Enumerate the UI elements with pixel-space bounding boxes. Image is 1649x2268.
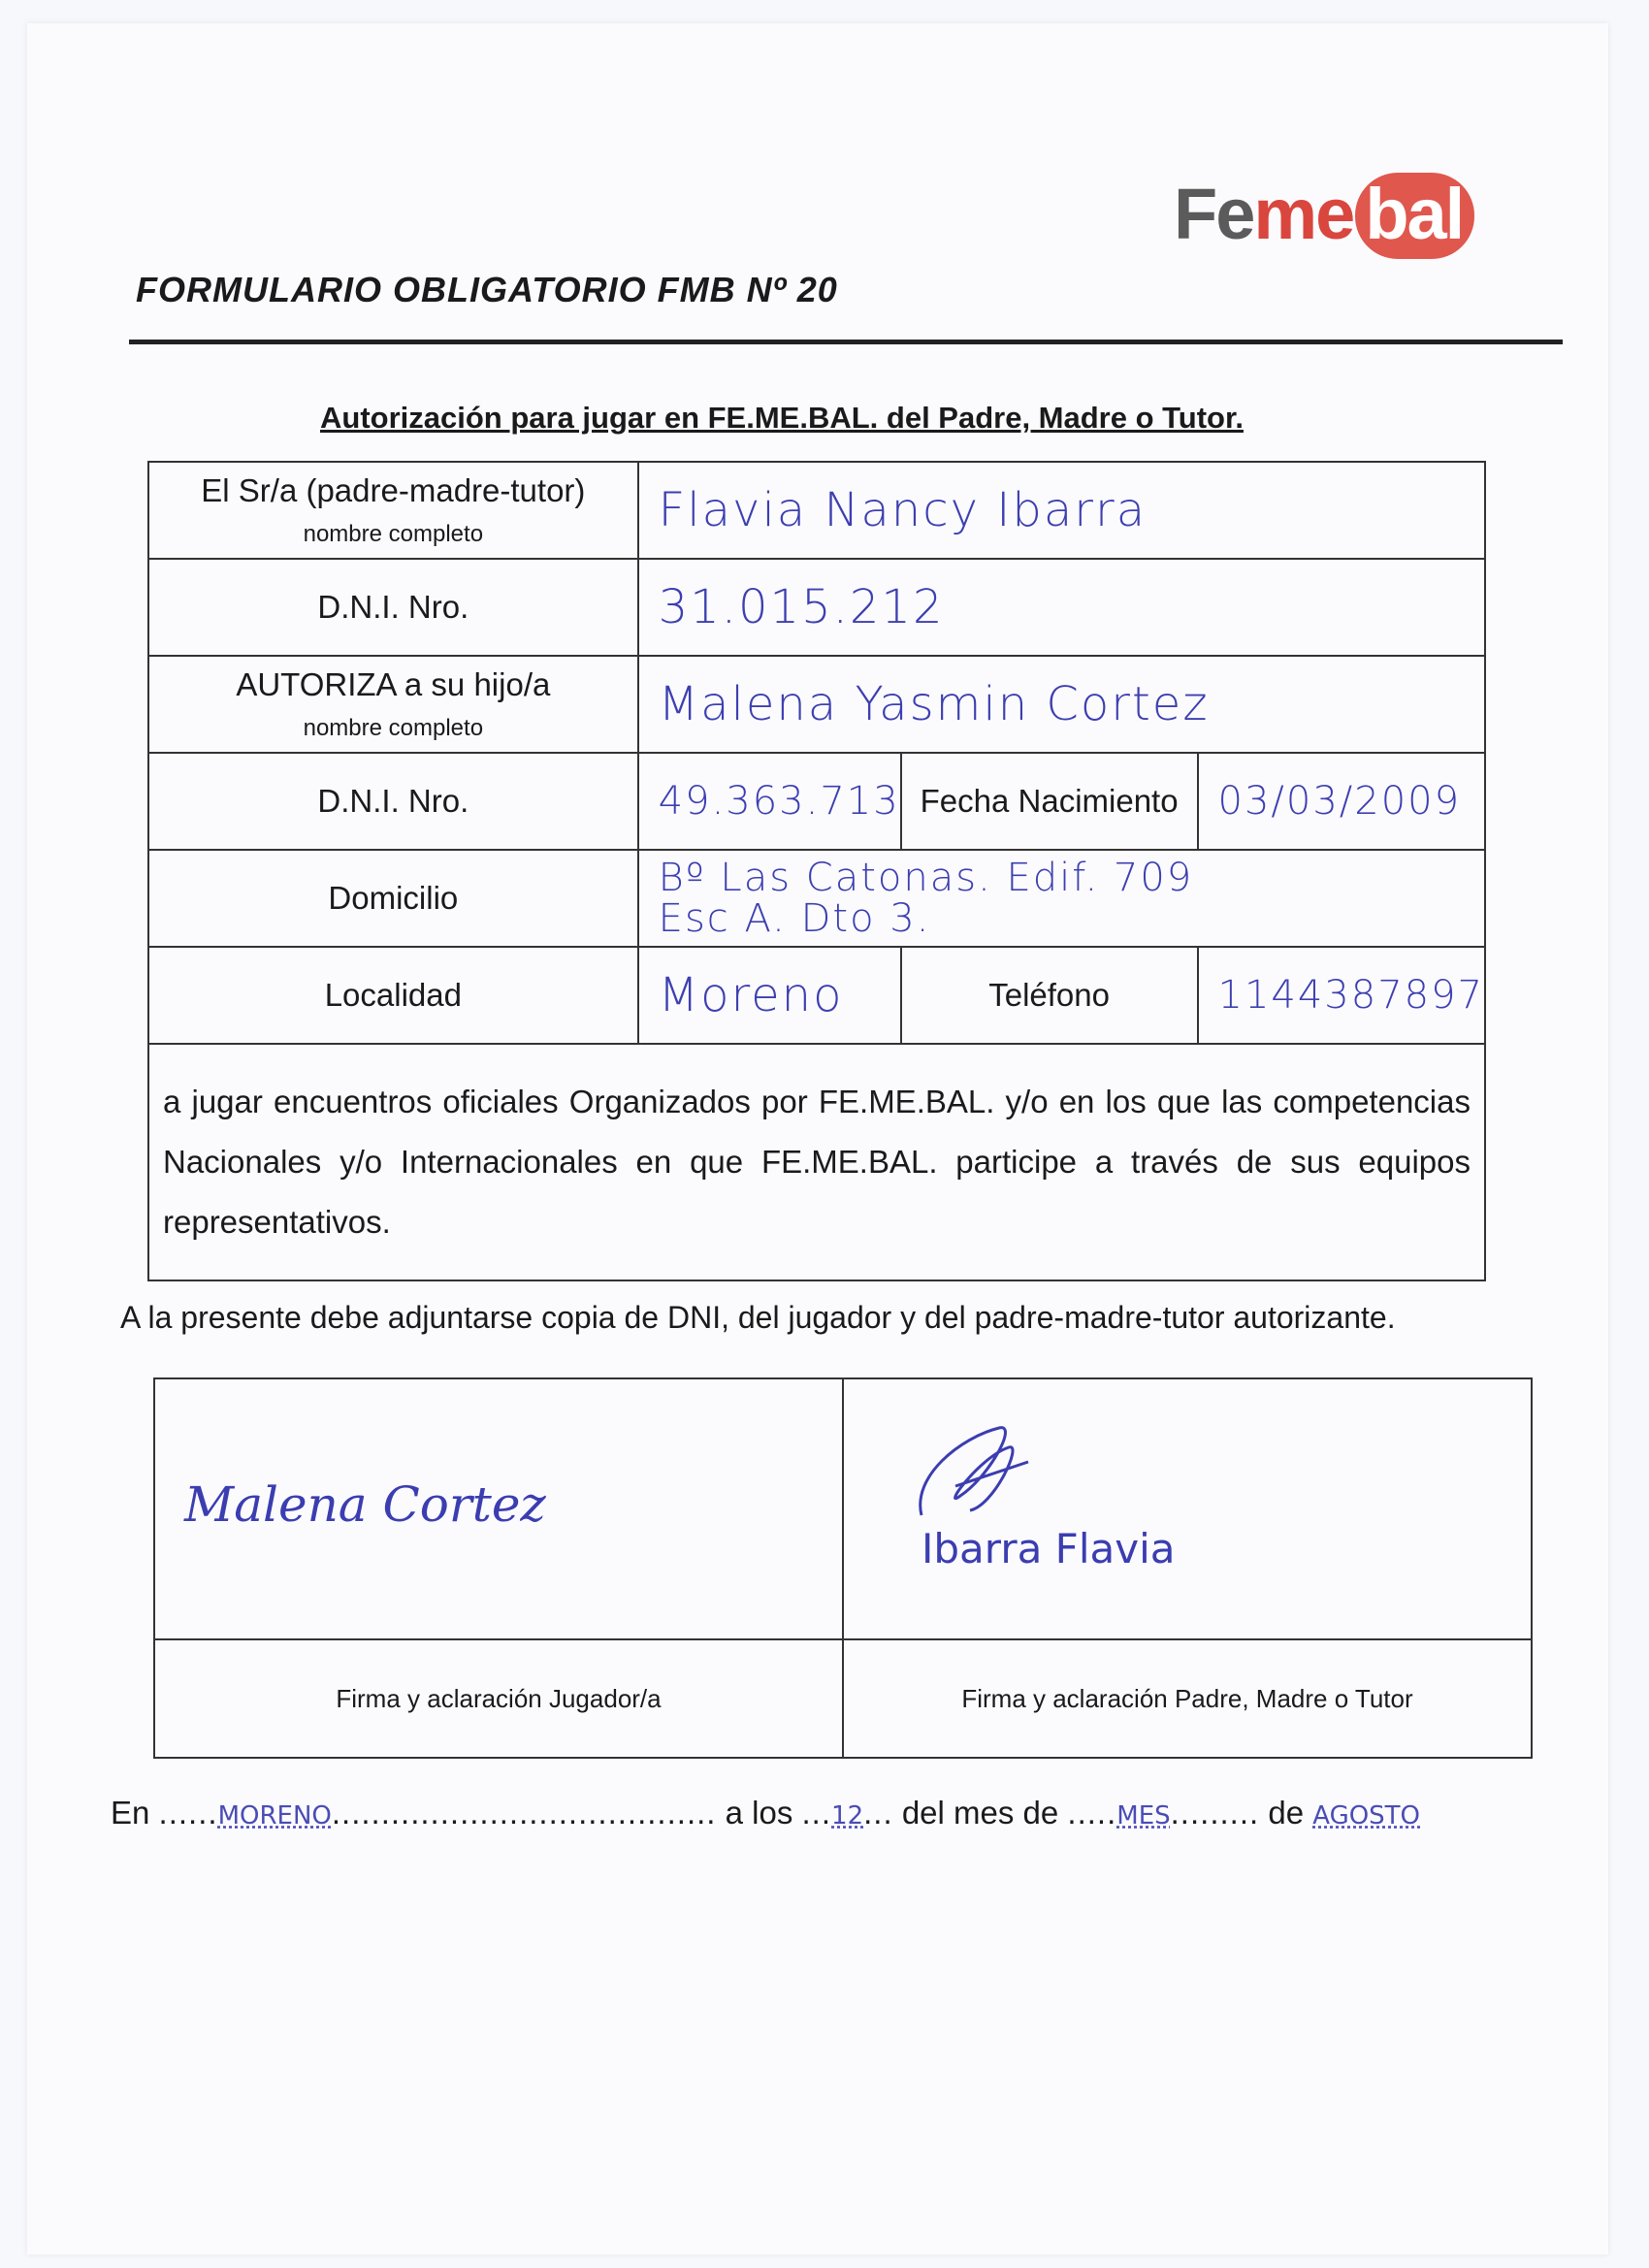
title-rule (129, 340, 1563, 344)
logo-fe-text: Fe (1174, 174, 1254, 254)
child-label-cell (148, 656, 638, 753)
femebal-logo (1174, 173, 1474, 270)
parent-clarification: Ibarra Flavia (922, 1525, 1176, 1572)
month-field[interactable]: MES (1116, 1801, 1171, 1831)
signature-table (153, 1377, 1533, 1759)
parent-signature-mark (902, 1418, 1038, 1535)
birth-date-field[interactable]: 03/03/2009 (1198, 753, 1486, 850)
dni2-field[interactable]: 49.363.713 (638, 753, 901, 850)
form-subtitle: Autorización para jugar en FE.ME.BAL. del Padre, Madre o Tutor. (320, 401, 1244, 435)
footer-de: de (1268, 1795, 1305, 1831)
address-line-2: Esc A. Dto 3. (658, 896, 931, 941)
logo-me-text: me (1253, 174, 1354, 254)
phone-field[interactable]: 1144387897 (1198, 947, 1486, 1044)
birth-label: Fecha Nacimiento (901, 753, 1198, 850)
player-signature: Malena Cortez (184, 1476, 546, 1533)
authorization-table (147, 461, 1486, 1281)
dni1-label: D.N.I. Nro. (148, 559, 638, 656)
place-field[interactable]: MORENO (217, 1801, 332, 1831)
phone-label: Teléfono (901, 947, 1198, 1044)
parent-label: El Sr/a (padre-madre-tutor) (201, 471, 586, 508)
footer-dots: ... (863, 1795, 893, 1831)
attachment-note: A la presente debe adjuntarse copia de DNI, del jugador y del padre-madre-tutor autorizante. (120, 1300, 1396, 1335)
child-sublabel: nombre completo (303, 715, 484, 742)
child-name-field[interactable]: Malena Yasmin Cortez (638, 656, 1485, 753)
footer-dots: ...... (158, 1795, 218, 1831)
address-line-1: Bº Las Catonas. Edif. 709 (658, 856, 1194, 900)
city-row (148, 947, 1485, 1044)
footer-dots: ... (801, 1795, 832, 1831)
address-field[interactable] (638, 850, 1485, 947)
player-signature-caption: Firma y aclaración Jugador/a (154, 1639, 843, 1758)
footer-en: En (111, 1795, 150, 1831)
parent-name-field[interactable]: Flavia Nancy Ibarra (638, 462, 1485, 559)
day-field[interactable]: 12 (831, 1801, 864, 1831)
parent-signature-caption: Firma y aclaración Padre, Madre o Tutor (843, 1639, 1532, 1758)
form-title: FORMULARIO OBLIGATORIO FMB Nº 20 (136, 270, 838, 309)
parent-sublabel: nombre completo (303, 521, 484, 548)
footer-dots: ....................................... (331, 1795, 717, 1831)
year-field[interactable]: AGOSTO (1312, 1801, 1421, 1831)
logo-bal-text: bal (1355, 173, 1474, 259)
child-label: AUTORIZA a su hijo/a (236, 665, 551, 702)
player-signature-area[interactable] (154, 1378, 843, 1639)
signature-caption-row (154, 1639, 1532, 1758)
date-place-line (111, 1795, 1420, 1831)
parent-signature-area[interactable] (843, 1378, 1532, 1639)
signature-area-row (154, 1378, 1532, 1639)
city-field[interactable]: Moreno (638, 947, 901, 1044)
footer-a-los: a los (725, 1795, 793, 1831)
dni1-field[interactable]: 31.015.212 (638, 559, 1485, 656)
dni1-row (148, 559, 1485, 656)
authorization-text-row (148, 1044, 1485, 1280)
address-label: Domicilio (148, 850, 638, 947)
authorization-text: a jugar encuentros oficiales Organizados por FE.ME.BAL. y/o en los que las competencias Nacionales y/o Internacionales en que FE.ME.BAL. participe a través de sus equipos representativos. (148, 1044, 1485, 1280)
dni2-row (148, 753, 1485, 850)
child-row (148, 656, 1485, 753)
footer-del-mes-de: del mes de (901, 1795, 1059, 1831)
footer-dots: ......... (1170, 1795, 1260, 1831)
address-row (148, 850, 1485, 947)
parent-label-cell (148, 462, 638, 559)
dni2-label: D.N.I. Nro. (148, 753, 638, 850)
city-label: Localidad (148, 947, 638, 1044)
parent-row (148, 462, 1485, 559)
footer-dots: ..... (1067, 1795, 1117, 1831)
